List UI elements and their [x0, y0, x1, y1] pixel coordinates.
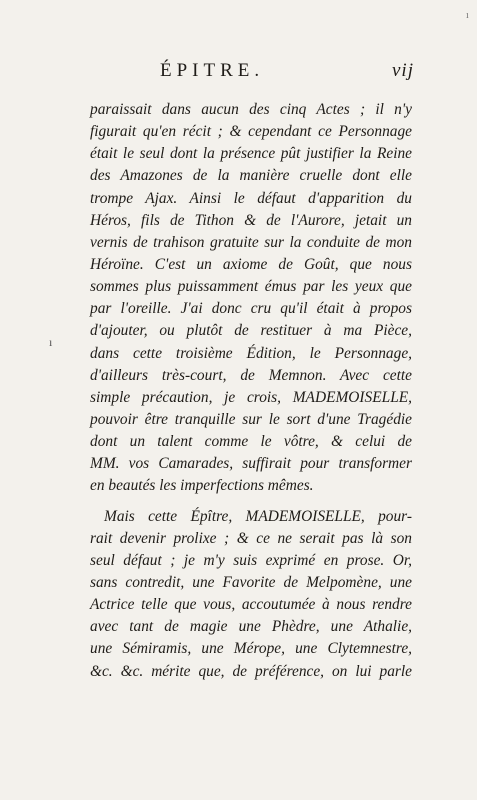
edge-mark: ı	[466, 10, 469, 21]
text-line: des Amazones de la manière cruelle dont elle	[90, 167, 412, 185]
text-line: d'ailleurs très-court, de Memnon. Avec cette	[90, 366, 412, 384]
page-number: vij	[392, 60, 414, 81]
text-line: Héroïne. C'est un axiome de Goût, que nous	[90, 255, 412, 273]
page-header	[0, 60, 477, 86]
text-line: était le seul dont la présence pût justifier la Reine	[90, 145, 412, 163]
text-line: trompe Ajax. Ainsi le défaut d'apparition du	[90, 189, 412, 207]
text-line: sans contredit, une Favorite de Melpomène, une	[90, 573, 412, 591]
running-title: ÉPITRE.	[160, 60, 265, 81]
text-line: Actrice telle que vous, accoutumée à nous rendre	[90, 596, 412, 614]
text-line: simple précaution, je crois, MADEMOISELLE,	[90, 388, 412, 406]
text-line: sommes plus puissamment émus par les yeux que	[90, 278, 412, 296]
paragraph-2	[90, 506, 412, 683]
text-line: une Sémiramis, une Mérope, une Clytemnestre,	[90, 640, 412, 658]
text-line: figurait qu'en récit ; & cependant ce Personnage	[90, 123, 412, 141]
text-line: dont un talent comme le vôtre, & celui de	[90, 433, 412, 451]
text-line: avec tant de magie une Phèdre, une Athalie,	[90, 618, 412, 636]
paragraph-1	[90, 99, 412, 498]
margin-mark: ı	[49, 335, 53, 349]
text-line: Héros, fils de Tithon & de l'Aurore, jetait un	[90, 211, 412, 229]
text-line: en beautés les imperfections mêmes.	[90, 477, 314, 495]
text-line: vernis de trahison gratuite sur la conduite de mon	[90, 233, 412, 251]
text-line: MM. vos Camarades, suffirait pour transformer	[90, 455, 412, 473]
text-line: pouvoir être tranquille sur le sort d'une Tragédie	[90, 410, 412, 428]
text-line: Mais cette Épître, MADEMOISELLE, pour-	[104, 507, 412, 525]
text-line: seul défaut ; je m'y suis exprimé en prose. Or,	[90, 551, 412, 569]
body-text	[90, 99, 412, 683]
text-line: par l'oreille. J'ai donc cru qu'il était à propos	[90, 300, 412, 318]
text-line: dans cette troisième Édition, le Personnage,	[90, 344, 412, 362]
text-line: d'ajouter, ou plutôt de restituer à ma Pièce,	[90, 322, 412, 340]
text-line: &c. &c. mérite que, de préférence, on lui parle	[90, 662, 412, 680]
text-line: paraissait dans aucun des cinq Actes ; il n'y	[90, 101, 412, 118]
text-line: rait devenir prolixe ; & ce ne serait pas là son	[90, 529, 412, 547]
